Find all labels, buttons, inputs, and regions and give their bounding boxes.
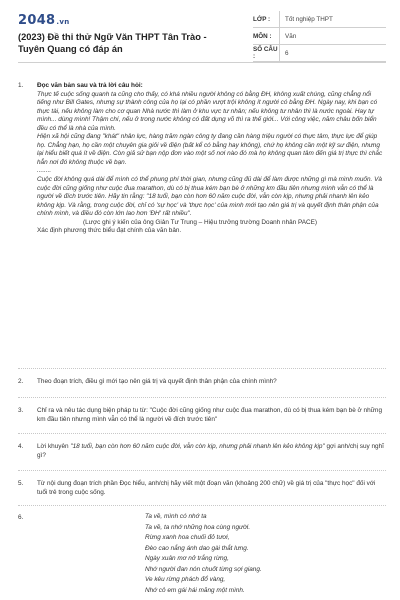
- question-number: 2.: [18, 378, 24, 385]
- question-body: [37, 82, 386, 236]
- poem-excerpt: [145, 512, 305, 596]
- logo-sub: .vn: [56, 18, 70, 26]
- meta-value: 6: [279, 45, 386, 61]
- question-2: [18, 378, 386, 388]
- question-number: 5.: [18, 480, 24, 487]
- question-instruction: Xác định phương thức biểu đạt chính của văn bản.: [37, 227, 182, 235]
- question-number: 6.: [18, 514, 24, 521]
- poem-line: Ngày xuân mơ nở trắng rừng,: [145, 555, 229, 562]
- poem-line: Ta về, ta nhớ những hoa cùng người.: [145, 523, 251, 531]
- question-1: [18, 82, 386, 352]
- question-separator: [18, 368, 386, 369]
- meta-value: Văn: [279, 28, 386, 44]
- header-divider: [18, 62, 386, 63]
- meta-row-class: [253, 11, 386, 28]
- poem-line: Đèo cao nắng ánh dao gài thắt lưng.: [145, 544, 249, 552]
- question-4: [18, 443, 386, 463]
- question-text-post: gợi anh/chị suy nghĩ gì?: [37, 443, 384, 459]
- site-logo[interactable]: [18, 13, 70, 28]
- meta-row-subject: [253, 28, 386, 45]
- meta-key: MÔN :: [253, 32, 272, 40]
- passage-paragraph-1: Thực tế cuộc sống quanh ta cũng cho thấy, có khá nhiều người không có bằng ĐH, không xuất chúng, cũng chẳng nổi tiếng như Bill Gates, nhưng sự thành công của họ lại có phần vượt trội không ít người có bằng ĐH. Ngày nay, khi bạn có thực tài, nếu không làm cho cơ quan Nhà nước thì làm ở khu vực tư nhân; nếu không tư nhân thì là nước ngoài. Hay tự mình... dùng mình! Thậm chí, nếu ở trong nước không có đất dụng võ thì ra thế giới... Với công việc, năm châu bốn biển đều có thể là nhà của mình.: [37, 90, 378, 132]
- poem-line: Ve kêu rừng phách đổ vàng,: [145, 576, 226, 583]
- question-separator: [18, 470, 386, 471]
- meta-key: LỚP :: [253, 15, 271, 23]
- question-quote: "18 tuổi, bạn còn hơn 60 năm cuộc đời, vẫn còn kịp, nhưng phải nhanh lên kẻo không kịp": [70, 443, 325, 450]
- reading-passage: [37, 91, 386, 219]
- meta-key: SỐ CÂU :: [253, 46, 278, 60]
- meta-row-count: [253, 45, 386, 62]
- passage-ellipsis: ........: [37, 167, 52, 175]
- question-5: [18, 480, 386, 500]
- question-text: [37, 443, 386, 460]
- passage-source: (Lược ghi ý kiến của ông Giản Tư Trung – Hiệu trưởng trường Doanh nhân PACE): [83, 218, 318, 226]
- logo-main: 2048: [18, 13, 56, 28]
- question-text: Chỉ ra và nêu tác dụng biện pháp tu từ: "Cuộc đời cũng giống như cuộc đua marathon, dù có bị thua kém bạn bè ở những km đầu tiên nhưng mình vẫn có thể là người về đích trước tiên": [37, 407, 383, 423]
- poem-line: Ta về, mình có nhớ ta: [145, 513, 207, 520]
- exam-meta-table: [253, 11, 386, 62]
- meta-value: Tốt nghiệp THPT: [279, 11, 386, 27]
- question-separator: [18, 397, 386, 398]
- question-text: Theo đoạn trích, điều gì mới tạo nên giá trị và quyết định thân phận của chính mình?: [37, 378, 277, 385]
- question-number: 3.: [18, 407, 24, 414]
- question-number: 4.: [18, 443, 24, 450]
- page-title: (2023) Đề thi thử Ngữ Văn THPT Tân Trào - Tuyên Quang có đáp án: [18, 32, 207, 54]
- question-number: 1.: [18, 82, 24, 89]
- poem-line: Rừng xanh hoa chuối đỏ tươi,: [145, 534, 230, 541]
- question-text: Từ nội dung đoạn trích phần Đọc hiểu, anh/chị hãy viết một đoạn văn (khoảng 200 chữ) về giá trị của "thực học" đối với tuổi trẻ trong cuộc sống.: [37, 480, 376, 496]
- question-separator: [18, 505, 386, 506]
- passage-paragraph-3: Cuộc đời không quá dài để mình có thể phung phí thời gian, nhưng cũng đủ dài để làm được những gì mà mình muốn. Và cuộc đời cũng giống như cuộc đua marathon, dù có bị thua kém bạn bè ở những km đầu tiên nhưng mình vẫn có thể là người về đích trước tiên. Hãy tin rằng: "18 tuổi, bạn còn hơn 60 năm cuộc đời, vẫn còn kịp, nhưng phải nhanh lên kẻo không kịp. Và rằng, trong cuộc đời, chỉ có 'sự học' và 'thực học' của mình mới tạo nên giá trị và quyết định thân phận của chính mình, và điều đó còn lớn lao hơn 'ĐH' rất nhiều".: [37, 176, 382, 218]
- poem-line: Nhớ người đan nón chuốt từng sợi giang.: [145, 565, 262, 573]
- question-text-pre: Lời khuyên: [37, 443, 71, 450]
- passage-paragraph-2: Hiện xã hội cũng đang "khát" nhân lực, hàng trăm ngàn công ty đang cần hàng triệu người có thực tâm, thực lực để giúp họ. Chẳng hạn, họ cần một chuyên gia giỏi về điện (bất kể có bằng hay không), chứ họ không cần một kỹ sư điện, nhưng lại hiểu biết quá ít về điện. Còn giả sử bạn nộp đơn vào một số nơi nào đó mà họ không quan tâm đến giá trị thực thì chắc hẳn nơi đó không thuộc về bạn.: [37, 133, 383, 166]
- question-separator: [18, 433, 386, 434]
- question-lead: Đọc văn bản sau và trả lời câu hỏi:: [37, 82, 143, 89]
- poem-line: Nhớ cô em gái hái măng một mình.: [145, 586, 245, 594]
- question-3: [18, 407, 386, 427]
